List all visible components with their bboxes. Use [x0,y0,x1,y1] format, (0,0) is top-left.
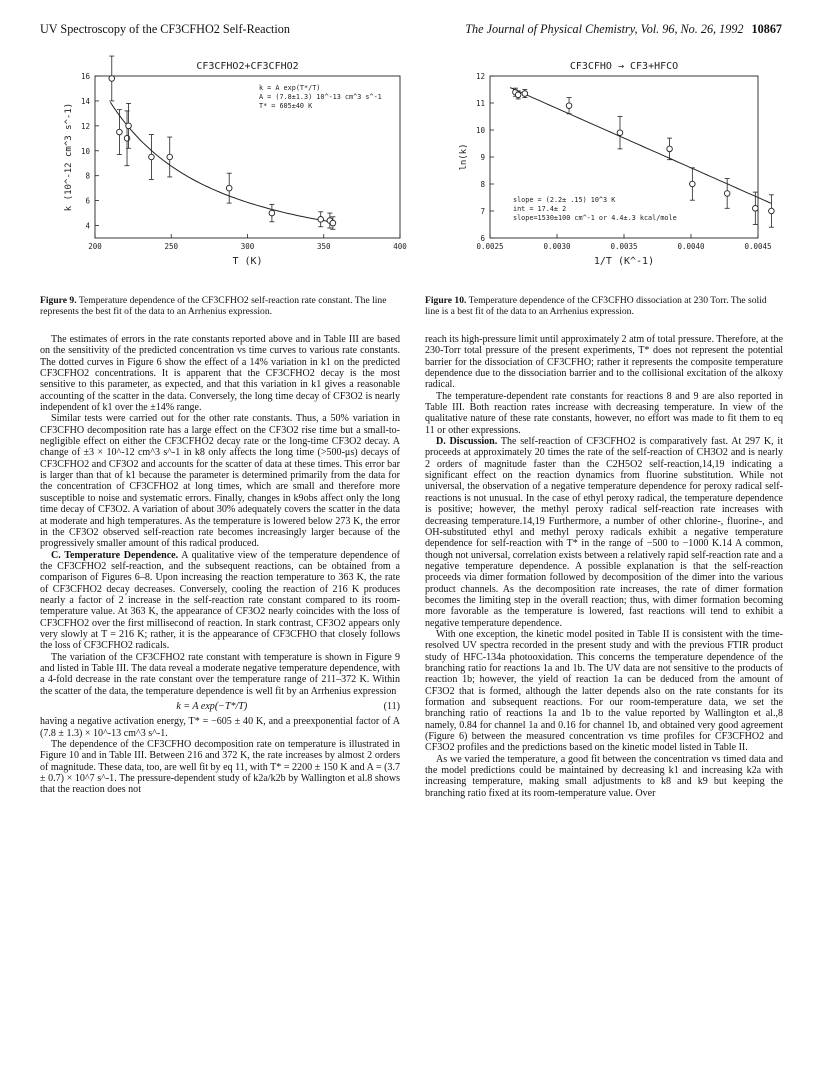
paragraph: reach its high-pressure limit until approximately 2 atm of total pressure. Therefore, at the 230-Torr total pressure of the present experiments, T* does not represent the potential barrier for the dissociation of CF3CFHO; rather it represents the composite temperature dependence due to the dissociation barrier and to the collisional excitation of the alkoxy radical. [425,334,783,391]
x-tick-label: 0.0030 [543,242,571,251]
data-point [724,191,730,197]
paragraph-text: A qualitative view of the temperature dependence of the CF3CFHO2 self-reaction, and the subsequent reactions, can be obtained from a comparison of Figures 6–8. Upon increasing the reaction temperature to 363 K, the rate of CF3CFHO2 decay decreases. Conversely, cooling the reaction of 216 K produces nearly a factor of 2 increase in the self-reaction rate constant compared to its room-temperature value. At 363 K, the appearance of CF3O2 nearly coincides with the loss of CF3CFHO2 over the first millisecond of reaction. In stark contrast, CF3O2 appears only very slowly at T = 216 K; rather, it is the appearance of CF3CFHO that closely follows the loss of CF3CFHO2 radicals. [40,549,400,652]
paragraph: The temperature-dependent rate constants for reactions 8 and 9 are also reported in Table III. Both reaction rates increase with decreasing temperature. In view of the qualitative nature of these rate constants, however, no effort was made to fit them to eq 11 or other expressions. [425,390,783,436]
paragraph: The variation of the CF3CFHO2 rate constant with temperature is shown in Figure 9 and listed in Table III. The data reveal a moderate negative temperature dependence, with a 4-fold decrease in the rate constant over the temperature range of 211–372 K. Within the scatter of the data, the temperature dependence is well fit by an Arrhenius expression [40,651,400,697]
equation: k = A exp(−T*/T) [176,701,248,712]
y-tick-label: 9 [480,153,485,162]
section-heading: D. Discussion. [436,436,498,448]
y-tick-label: 4 [85,221,90,231]
y-tick-label: 10 [80,146,90,156]
paragraph: Similar tests were carried out for the other rate constants. Thus, a 50% variation in CF3CFHO decomposition rate has a large effect on the CF3O2 rise time but a small-to-negligible effect on either the CF3CFHO2 decay rate or the long-time CF3O2 decay. A change of ±3 × 10^-12 cm^3 s^-1 in k8 only affects the long time (>500-μs) decays of CF3CFHO2 and CF3O2 and accounts for the scatter of data at these times. This error bar is larger than that of k1 because the parameter is determined primarily from the data for the concentration of CF3CFHO2 at long times, which are small and therefore more susceptible to noise and systematic errors. Finally, changes in k9obs affect only the long time decay of CF3O2. A variation of about 30% adequately covers the scatter in the data at moderate and high temperatures. As the temperature is lowered below 273 K, the error in the CF3O2 observed self-reaction rate becomes increasingly larger because of the progressively smaller amount of this radical produced. [40,413,400,550]
data-point [226,185,232,191]
data-point [126,123,132,129]
data-point [667,146,673,152]
fit-annotation: T* = 605±40 K [259,102,313,110]
x-tick-label: 400 [393,242,407,251]
left-column [40,334,400,796]
page-number: 10867 [751,22,782,36]
fit-line [110,102,336,223]
data-point [566,103,572,109]
figure-10-label: Figure 10. [425,295,467,306]
equation-11 [40,701,400,712]
data-point [124,136,130,142]
paragraph [40,550,400,652]
data-point [690,181,696,187]
data-point [269,210,275,216]
data-point [617,130,623,136]
figure-10-chart [425,50,785,290]
y-tick-label: 7 [480,207,485,216]
y-axis-label: ln(k) [459,143,469,171]
x-axis-label: T (K) [232,256,263,267]
y-tick-label: 11 [475,99,485,108]
data-point [330,220,336,226]
figure-9-chart [40,50,410,290]
data-point [109,76,115,82]
figure-9-caption-text: Temperature dependence of the CF3CFHO2 self-reaction rate constant. The line represents the best fit of the data to an Arrhenius expression. [40,295,387,318]
figure-10-caption-text: Temperature dependence of the CF3CFHO dissociation at 230 Torr. The solid line is a best fit of the data to an Arrhenius expression. [425,295,767,318]
figure-9-label: Figure 9. [40,295,77,306]
fit-annotation: int = 17.4± 2 [513,205,567,213]
data-point [753,206,759,212]
fit-annotation: slope = (2.2± .15) 10^3 K [513,196,616,204]
running-header-title: UV Spectroscopy of the CF3CFHO2 Self-Reaction [40,22,290,36]
chart-title: CF3CFHO → CF3+HFCO [569,61,679,72]
data-point [769,208,775,214]
fit-annotation: k = A exp(T*/T) [259,84,321,92]
y-tick-label: 6 [480,234,485,243]
y-tick-label: 12 [475,72,485,81]
y-tick-label: 8 [480,180,485,189]
paragraph: The estimates of errors in the rate constants reported above and in Table III are based on the sensitivity of the predicted concentration vs time curves to various rate constants. The dotted curves in Figure 6 show the effect of a 14% variation in k1 on the predicted CF3CFHO2 concentrations. It is apparent that the CF3CFHO2 decay is the most sensitive to this parameter, as expected, and that this variation in k1 gives a reasonable accounting of the scatter in the data. Conversely, the long time decay of CF3O2 is nearly independent of k1 over the ±14% range. [40,334,400,414]
x-tick-label: 350 [316,242,331,251]
data-point [522,91,528,97]
paragraph: As we varied the temperature, a good fit between the concentration vs timed data and the model predictions could be maintained by decreasing k1 and increasing k2a with increasing temperature, making small adjustments to k8 and k9 but keeping the branching ratio fixed at its room-temperature value. Over [425,753,783,799]
paragraph [425,436,783,629]
y-tick-label: 12 [80,121,90,131]
fit-annotation: slope=1530±100 cm^-1 or 4.4±.3 kcal/mole [513,214,677,222]
figure-10-caption [425,295,783,318]
y-tick-label: 16 [80,72,90,81]
y-tick-label: 10 [475,126,485,135]
x-tick-label: 0.0035 [610,242,638,251]
y-tick-label: 6 [85,196,90,206]
x-tick-label: 0.0045 [744,242,772,251]
data-point [117,129,123,135]
data-point [515,92,521,98]
x-tick-label: 200 [88,242,102,251]
section-heading: C. Temperature Dependence. [51,549,179,561]
x-axis-label: 1/T (K^-1) [593,256,655,267]
data-point [167,154,173,160]
x-tick-label: 250 [164,242,179,251]
x-tick-label: 300 [240,242,255,251]
running-header-journal [465,22,782,37]
equation-number: (11) [383,701,400,712]
y-axis-label: k (10^-12 cm^3 s^-1) [64,102,74,212]
y-tick-label: 8 [85,171,90,181]
right-column [425,334,783,799]
x-tick-label: 0.0040 [677,242,705,251]
data-point [149,154,155,160]
fit-line [510,88,771,204]
data-point [318,217,324,223]
paragraph: having a negative activation energy, T* = −605 ± 40 K, and a preexponential factor of A (7.8 ± 1.3) × 10^-13 cm^3 s^-1. [40,716,400,739]
paragraph-text: The self-reaction of CF3CFHO2 is comparatively fast. At 297 K, it proceeds at approximately 20 times the rate of the self-reaction of CH3O2 and is nearly 2 orders of magnitude faster than the C2H5O2 self-reaction,14,19 indicating a significant effect on the reaction dynamics from fluorine substitution. While not universal, the observation of a negative temperature dependence for peroxy radical self-reactions is not unusual. In the case of ethyl peroxy radical, the temperature dependence is positive; however, the methyl peroxy radical self-reaction rate increases with decreasing temperature.14,19 Furthermore, a number of other chlorine-, fluorine-, and OH-substituted ethyl and methyl peroxy radicals exhibit a negative temperature dependence for self-reaction with T* in the range of −500 to −1000 K.14 A common, though not universal, correlation exists between a relatively rapid self-reaction rate and a negative temperature dependence. A possible explanation is that the self-reaction proceeds via dimer formation followed by decomposition of the dimer into the various product channels. As the decomposition rate increases, the rate of dimer formation becomes the limiting step in the overall reaction; thus, with dimer formation becoming more favorable as the temperature is lowered, fast reactions will tend to exhibit a negative temperature dependence. [425,436,783,629]
x-tick-label: 0.0025 [476,242,504,251]
paragraph: The dependence of the CF3CFHO decomposition rate on temperature is illustrated in Figure 10 and in Table III. Between 216 and 372 K, the rate increases by almost 2 orders of magnitude. These data, too, are well fit by eq 11, with T* = 2200 ± 150 K and A = (3.7 ± 0.7) × 10^7 s^-1. The pressure-dependent study of k2a/k2b by Wallington et al.8 shows that the reaction does not [40,739,400,796]
journal-citation: The Journal of Physical Chemistry, Vol. 96, No. 26, 1992 [465,22,744,36]
paragraph: With one exception, the kinetic model posited in Table II is consistent with the time-resolved UV spectra recorded in the present study and with the previous FTIR product study of HFC-134a photooxidation. This concerns the temperature dependence of the branching ratio for reactions 1a and 1b. The UV data are not sensitive to the products of reaction 1b; however, the yield of reaction 1a can be deduced from the amount of CF3O2 that is formed, although the latter depends also on the rate constants for its formation and subsequent reactions. For our room-temperature data, we set the branching ratio of reactions 1a and 1b to the value reported by Wallington et al.,8 namely, 0.84 for channel 1a and 0.16 for channel 1b, and obtained very good agreement (Figure 6) between the measured concentration vs time profiles for CF3CFHO2 and CF3O2 profiles and the predictions based on the kinetic model listed in Table II. [425,628,783,754]
figure-9-caption [40,295,400,318]
y-tick-label: 14 [80,96,90,106]
chart-title: CF3CFHO2+CF3CFHO2 [196,61,299,72]
fit-annotation: A = (7.8±1.3) 10^-13 cm^3 s^-1 [259,93,382,101]
